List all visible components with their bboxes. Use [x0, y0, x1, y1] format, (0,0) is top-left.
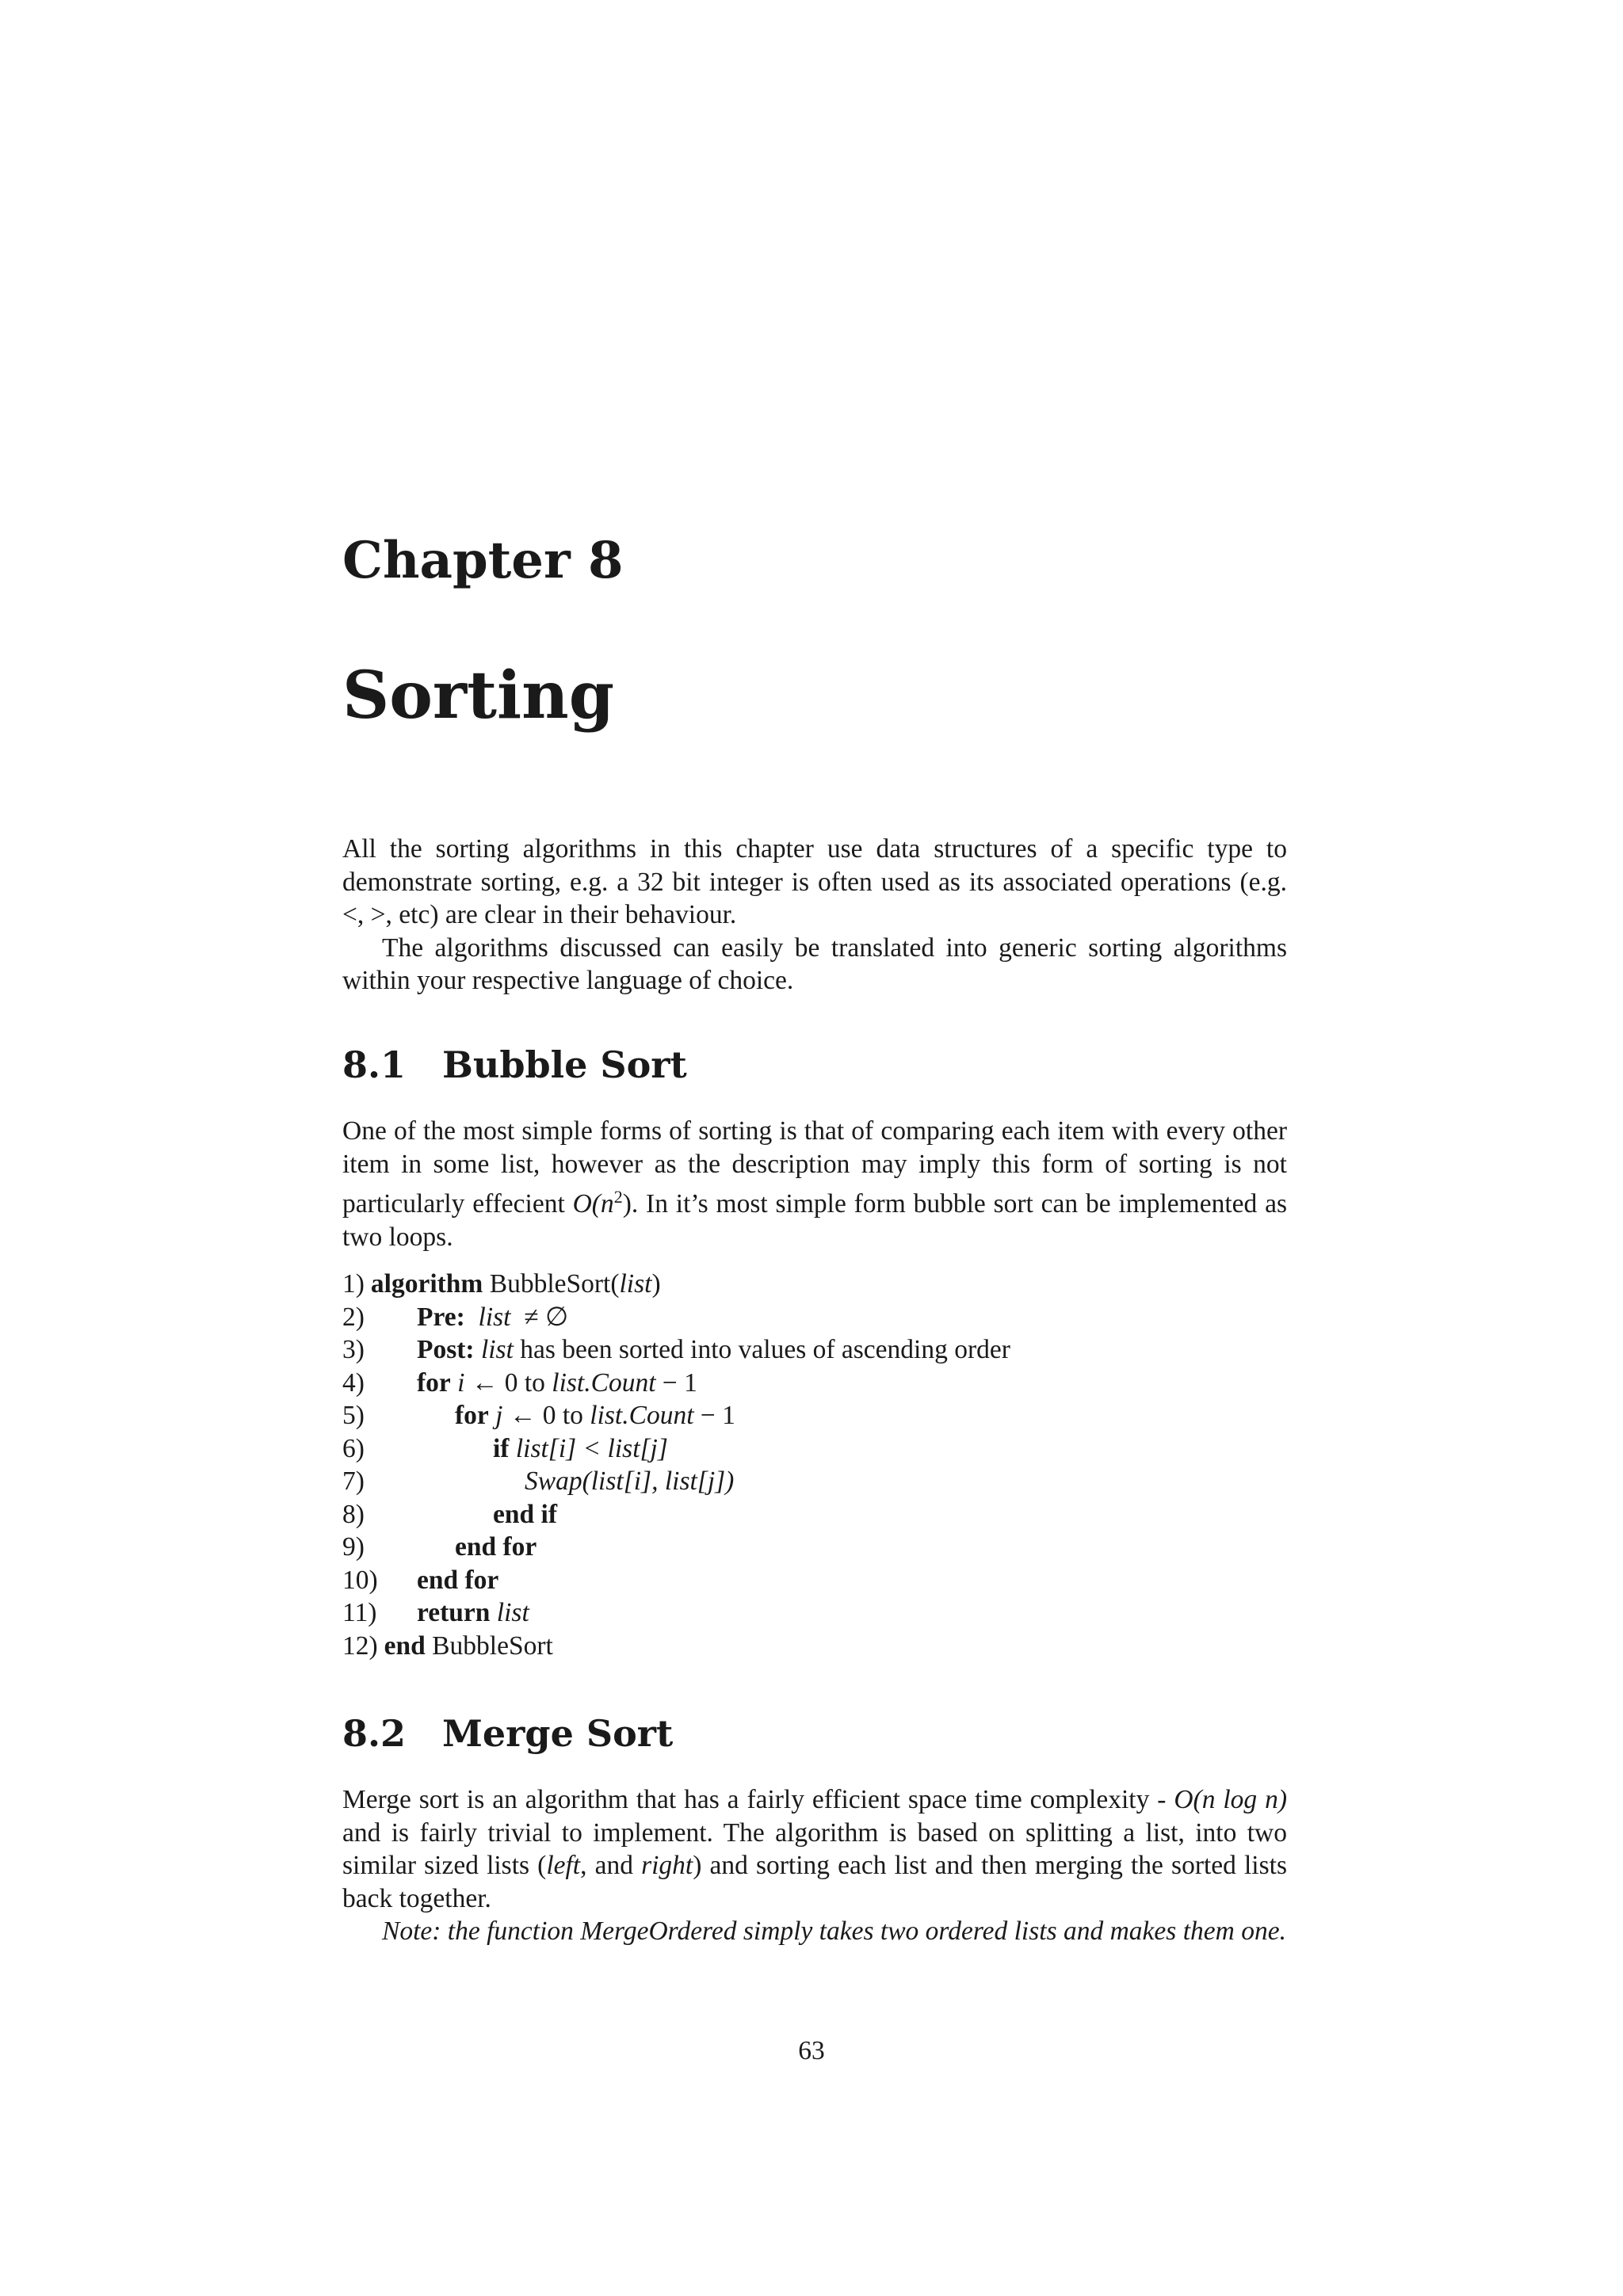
section-title: Merge Sort	[442, 1712, 674, 1755]
bubble-sort-algorithm	[342, 1268, 1010, 1662]
variable: list	[619, 1269, 652, 1299]
line-number: 7)	[342, 1466, 365, 1496]
algorithm-line	[342, 1564, 1010, 1597]
intro-paragraph-2: The algorithms discussed can easily be translated into generic sorting algorithms within your respective language of choice.	[342, 933, 1287, 995]
algorithm-line	[342, 1531, 1010, 1564]
expression: ← 0 to	[509, 1401, 583, 1430]
keyword: end if	[493, 1499, 557, 1529]
merge-sort-intro	[342, 1783, 1287, 1948]
keyword: end for	[417, 1565, 499, 1595]
merge-complexity: O(n log n)	[1174, 1785, 1288, 1814]
expression: − 1	[662, 1367, 697, 1398]
variable: list	[480, 1335, 514, 1364]
section-number: 8.1	[342, 1043, 407, 1086]
algorithm-line	[342, 1432, 1010, 1466]
keyword: return	[417, 1598, 491, 1627]
function-call: Swap(list[i], list[j])	[525, 1466, 735, 1496]
paren: )	[651, 1269, 661, 1299]
bubble-sort-paragraph	[342, 1115, 1287, 1253]
bubble-complexity-close: )	[622, 1189, 632, 1219]
section-heading-bubble-sort	[342, 1043, 687, 1087]
bubble-exponent: 2	[613, 1187, 623, 1207]
variable-right: right	[641, 1851, 693, 1880]
algorithm-line	[342, 1301, 1010, 1334]
algorithm-name: BubbleSort(	[489, 1269, 620, 1299]
variable: i	[457, 1367, 465, 1398]
algorithm-line	[342, 1465, 1010, 1498]
variable: list.Count	[552, 1367, 656, 1398]
bubble-sort-intro	[342, 1115, 1287, 1253]
expression: ≠ ∅	[524, 1302, 569, 1332]
merge-text-d: ) and sorting each list and then merging the sorted lists back together.	[342, 1851, 1287, 1913]
chapter-label: Chapter 8	[342, 531, 624, 590]
expression: − 1	[700, 1401, 735, 1430]
line-number: 2)	[342, 1302, 365, 1332]
algorithm-line	[342, 1367, 1010, 1400]
keyword: Post:	[417, 1335, 475, 1364]
section-number: 8.2	[342, 1712, 407, 1755]
variable: list	[496, 1598, 529, 1627]
algorithm-name: BubbleSort	[432, 1630, 553, 1661]
line-number: 5)	[342, 1401, 365, 1430]
page-number: 63	[798, 2036, 825, 2065]
algorithm-line	[342, 1399, 1010, 1432]
line-number: 12)	[342, 1630, 378, 1661]
keyword: for	[455, 1401, 489, 1430]
section-heading-merge-sort	[342, 1711, 673, 1756]
intro-block	[342, 833, 1287, 997]
keyword: end	[384, 1630, 426, 1661]
variable: list	[478, 1302, 511, 1332]
keyword: for	[417, 1367, 451, 1398]
bubble-complexity: O(n	[572, 1189, 614, 1219]
line-number: 3)	[342, 1335, 365, 1364]
keyword: algorithm	[370, 1269, 483, 1299]
algorithm-line	[342, 1596, 1010, 1630]
merge-text-a: Merge sort is an algorithm that has a fairly efficient space time complexity -	[342, 1785, 1174, 1814]
algorithm-line	[342, 1268, 1010, 1301]
line-number: 4)	[342, 1367, 365, 1398]
chapter-title: Sorting	[342, 658, 615, 734]
line-number: 8)	[342, 1499, 365, 1529]
keyword: end for	[455, 1532, 537, 1562]
algorithm-line	[342, 1333, 1010, 1367]
line-number: 6)	[342, 1433, 365, 1463]
expression: has been sorted into values of ascending order	[520, 1335, 1010, 1364]
merge-sort-note: Note: the function MergeOrdered simply takes two ordered lists and makes them one.	[382, 1917, 1286, 1946]
expression: ← 0 to	[471, 1367, 545, 1398]
condition: list[i] < list[j]	[515, 1433, 668, 1463]
section-title: Bubble Sort	[442, 1043, 687, 1086]
bubble-text-b: . In it’s most simple form bubble sort can be implemented as two loops.	[342, 1189, 1287, 1252]
merge-text-c: , and	[580, 1851, 642, 1880]
bubble-text-a: One of the most simple forms of sorting is that of comparing each item with every other item in some list, however as the description may imply this form of sorting is not particularly effecient	[342, 1116, 1287, 1219]
intro-paragraph-1: All the sorting algorithms in this chapter use data structures of a specific type to demonstrate sorting, e.g. a 32 bit integer is often used as its associated operations (e.g. <, >, etc) are clear in their behaviour.	[342, 834, 1287, 929]
line-number: 1)	[342, 1269, 365, 1299]
line-number: 11)	[342, 1598, 377, 1627]
algorithm-line	[342, 1630, 1010, 1663]
variable: list.Count	[590, 1401, 694, 1430]
merge-text-b: and is fairly trivial to implement. The algorithm is based on splitting a list, into two similar sized lists (	[342, 1817, 1287, 1880]
keyword: Pre:	[417, 1302, 465, 1332]
merge-sort-paragraph	[342, 1783, 1287, 1915]
line-number: 9)	[342, 1532, 365, 1562]
keyword: if	[493, 1433, 510, 1463]
variable-left: left	[546, 1851, 581, 1880]
variable: j	[495, 1401, 503, 1430]
line-number: 10)	[342, 1565, 378, 1595]
algorithm-line	[342, 1498, 1010, 1531]
